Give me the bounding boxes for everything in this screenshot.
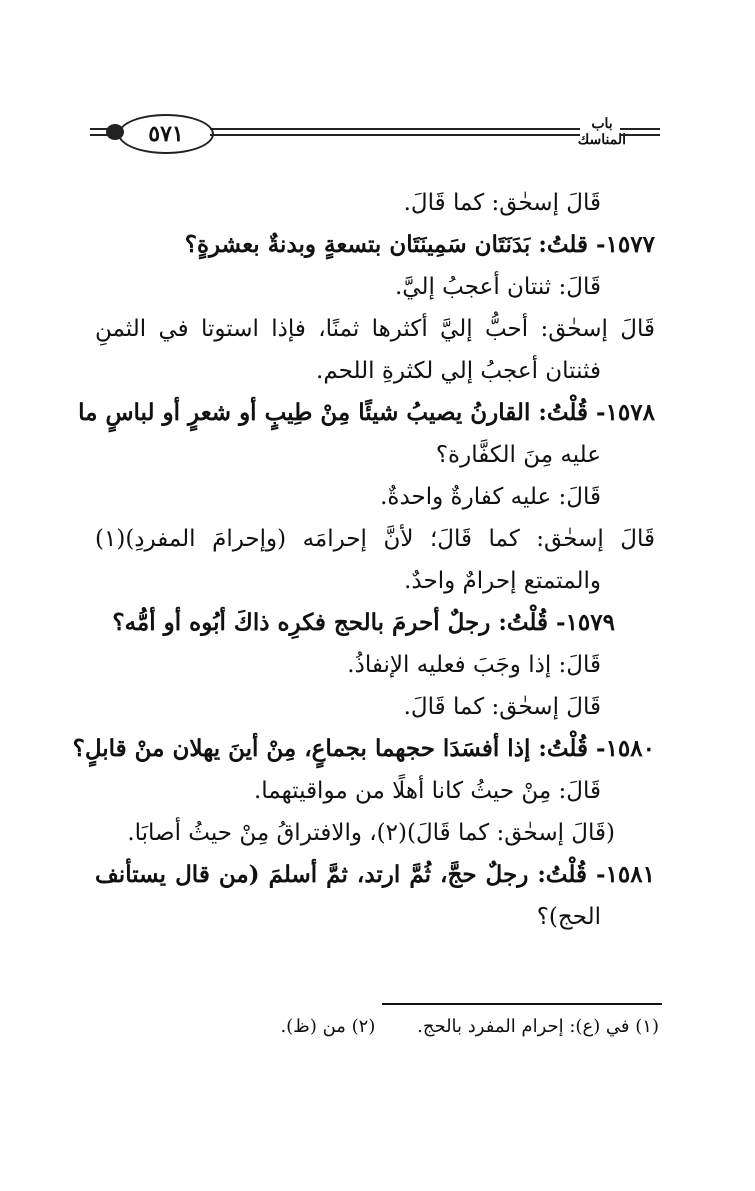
running-title: باب المناسك — [577, 116, 626, 148]
main-text — [72, 182, 655, 938]
question-1581: ١٥٨١- قُلْتُ: رجلٌ حجَّ، ثُمَّ ارتد، ثمَّ أسلمَ (من قال يستأنف — [95, 861, 655, 888]
page-number-badge — [118, 114, 214, 154]
text-line: (قَالَ إسحٰق: كما قَالَ)(٢)، والافتراقُ مِنْ حيثُ أصابَا. — [127, 820, 615, 846]
footnotes — [99, 1012, 659, 1042]
footnote-1: (١) في (ع): إحرام المفرد بالحج. — [417, 1016, 659, 1037]
page-header — [90, 112, 660, 156]
question-1579: ١٥٧٩- قُلْتُ: رجلٌ أحرمَ بالحج فكرِه ذاكَ أبُوه أو أمُّه؟ — [112, 609, 615, 636]
footnote-2: (٢) من (ظ). — [280, 1016, 376, 1037]
text-line: قَالَ: مِنْ حيثُ كانا أهلًا من مواقيتهما. — [253, 778, 601, 804]
text-line: عليه مِنَ الكفَّارة؟ — [435, 442, 601, 468]
question-1578: ١٥٧٨- قُلْتُ: القارنُ يصيبُ شيئًا مِنْ طِيبٍ أو شعرٍ أو لباسٍ ما — [78, 399, 655, 426]
header-rule-right — [620, 128, 660, 136]
text-line: قَالَ إسحٰق: كما قَالَ. — [403, 190, 601, 216]
header-rule-middle — [210, 128, 580, 136]
footnote-divider — [382, 1003, 662, 1005]
text-line: قَالَ: عليه كفارةٌ واحدةٌ. — [380, 484, 601, 510]
question-1577: ١٥٧٧- قلتُ: بَدَنَتَان سَمِينَتَان بتسعةٍ وبدنةٌ بعشرةٍ؟ — [184, 231, 655, 258]
text-line: قَالَ: إذا وجَبَ فعليه الإنفاذُ. — [347, 652, 601, 678]
text-line: قَالَ إسحٰق: كما قَالَ؛ لأنَّ إحرامَه (وإحرامَ المفردِ)(١) — [95, 526, 655, 552]
text-line: والمتمتع إحرامٌ واحدٌ. — [404, 568, 601, 594]
page-number: ٥٧١ — [148, 121, 184, 147]
text-line: قَالَ إسحٰق: كما قَالَ. — [403, 694, 601, 720]
text-line: الحج)؟ — [536, 904, 601, 930]
text-line: قَالَ إسحٰق: أحبُّ إليَّ أكثرها ثمنًا، فإذا استوتا في الثمنِ — [95, 316, 655, 342]
text-line: قَالَ: ثنتان أعجبُ إليَّ. — [394, 274, 601, 300]
text-line: فثنتان أعجبُ إلي لكثرةِ اللحم. — [316, 358, 601, 384]
question-1580: ١٥٨٠- قُلْتُ: إذا أفسَدَا حجهما بجماعٍ، مِنْ أينَ يهلان منْ قابلٍ؟ — [72, 735, 655, 762]
